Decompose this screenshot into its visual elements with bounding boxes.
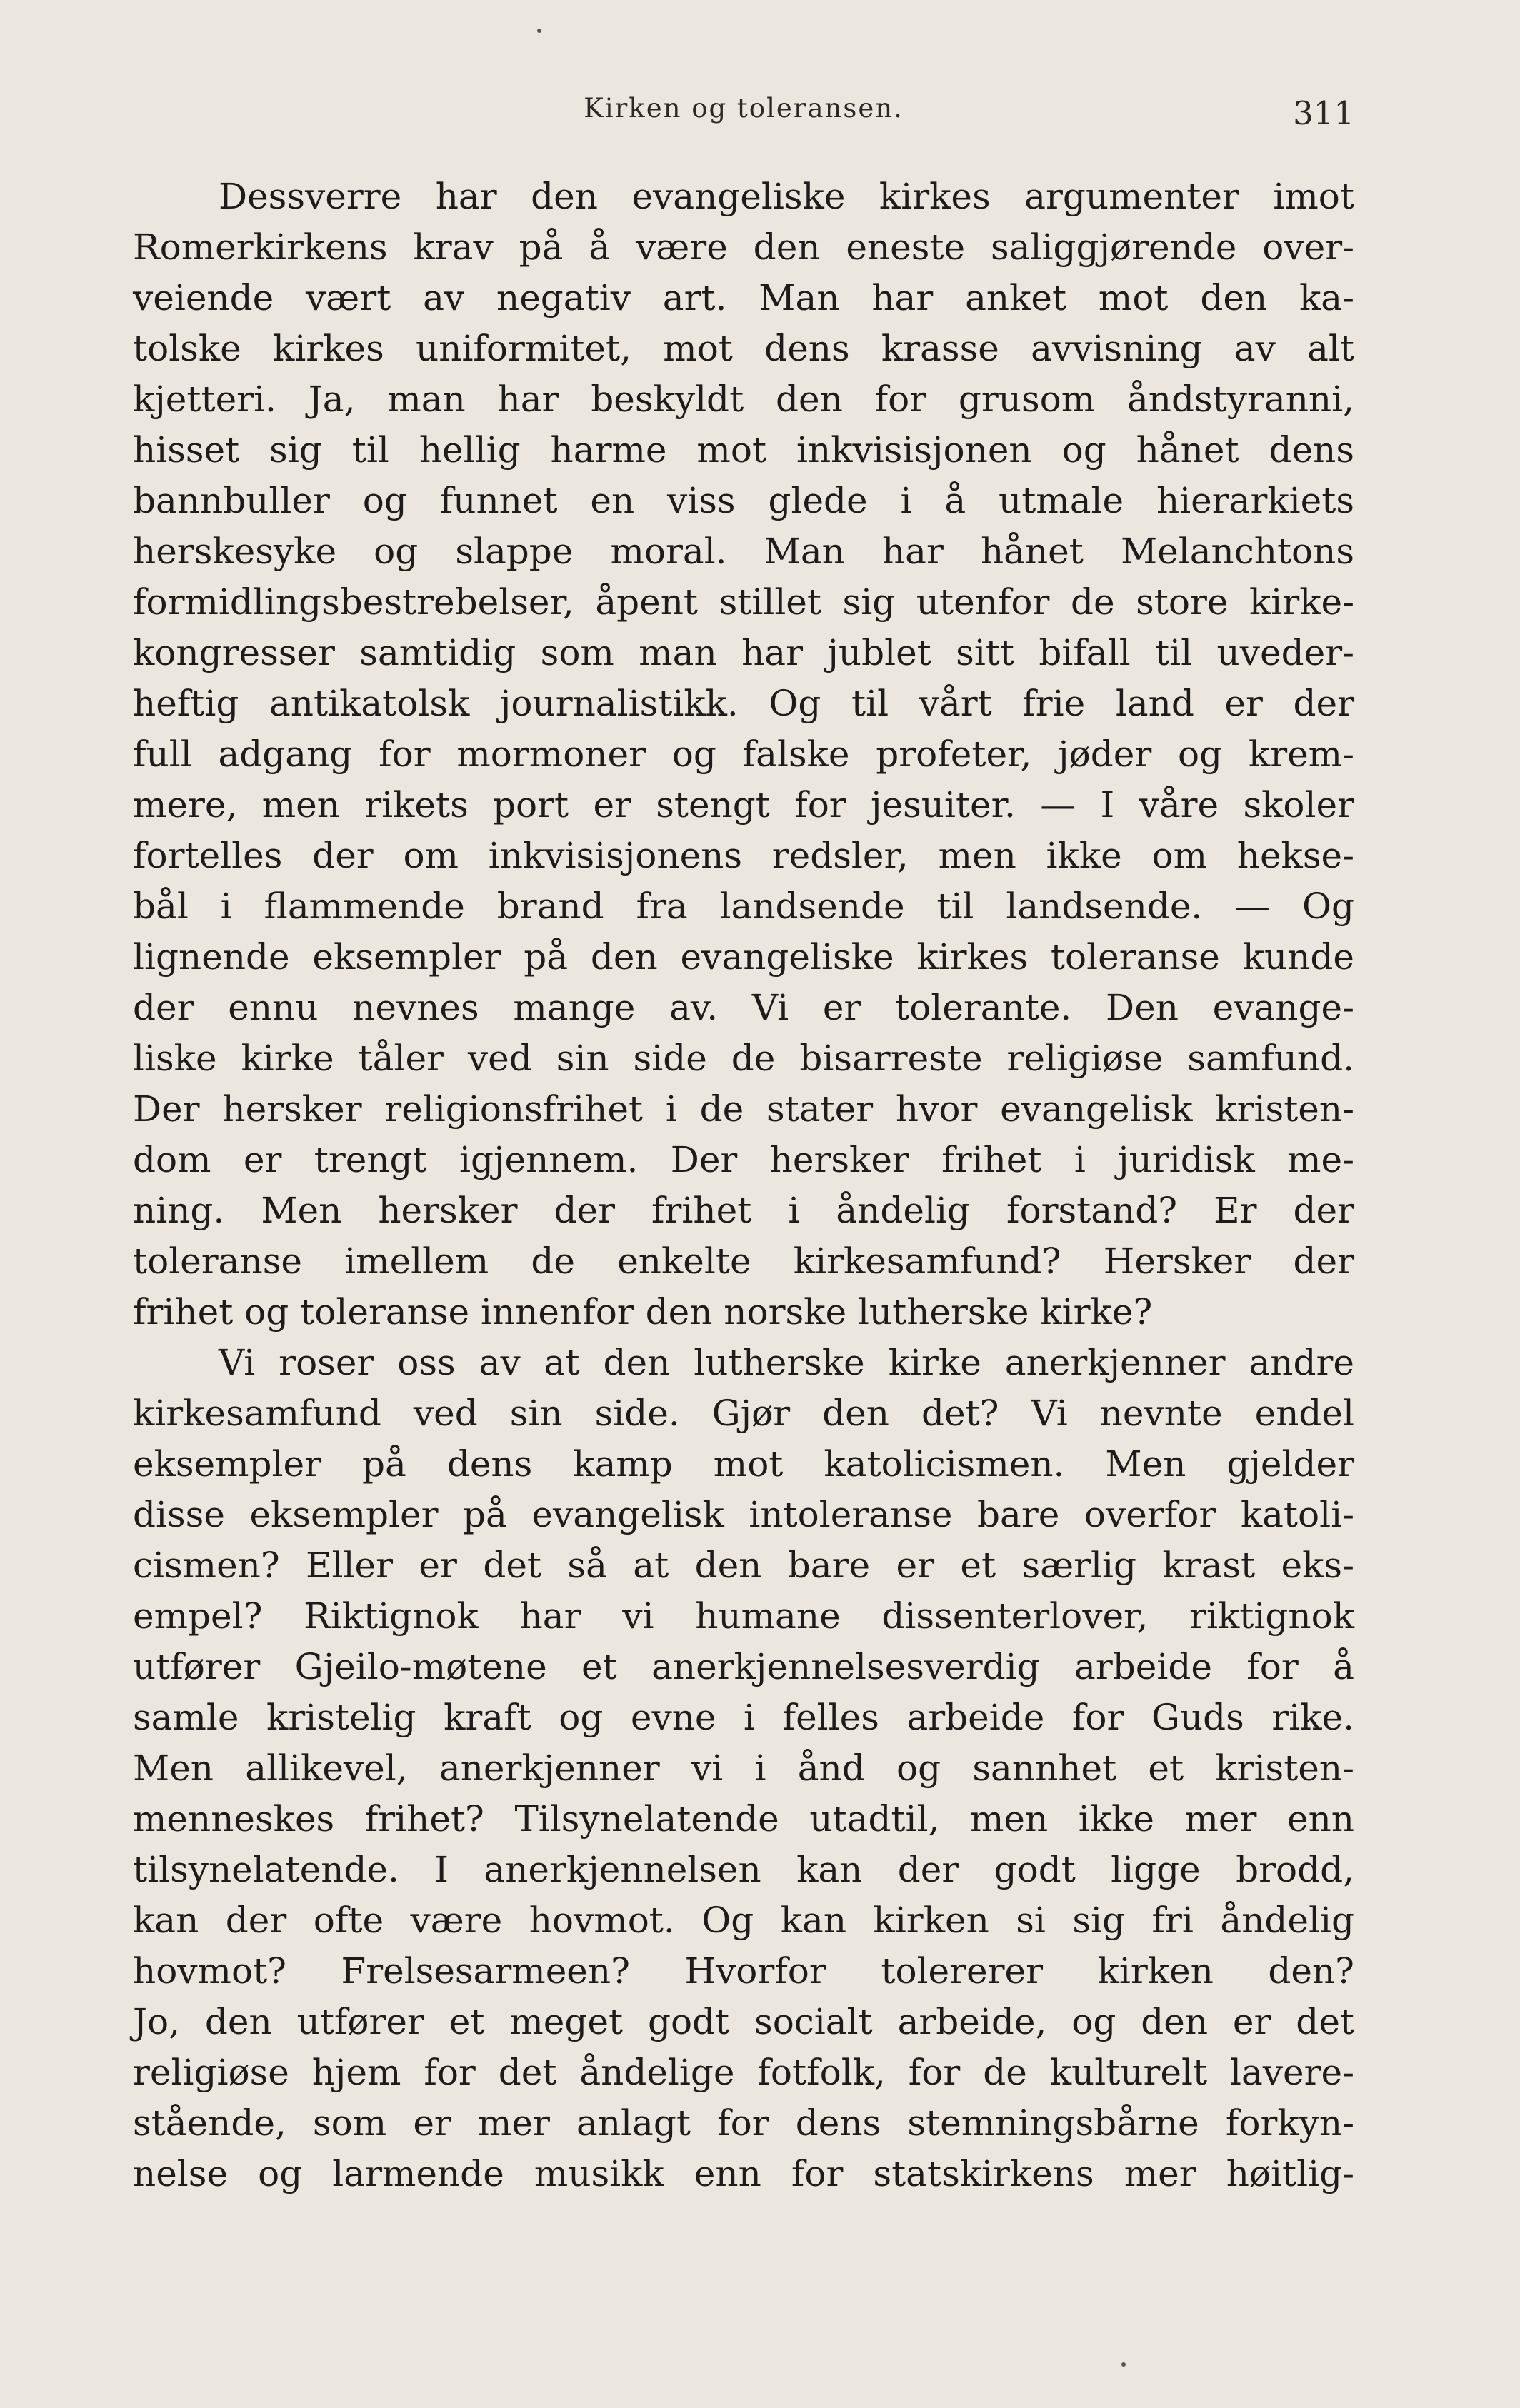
- text-line: utfører Gjeilo-møtene et anerkjennelsesverdig arbeide for å: [133, 1646, 1354, 1687]
- text-line: religiøse hjem for det åndelige fotfolk, for de kulturelt lavere-: [133, 2052, 1354, 2093]
- text-line: Dessverre har den evangeliske kirkes argumenter imot: [219, 176, 1354, 217]
- text-line: mere, men rikets port er stengt for jesuiter. — I våre skoler: [133, 784, 1354, 826]
- text-line: Vi roser oss av at den lutherske kirke anerkjenner andre: [219, 1342, 1354, 1383]
- text-line: kongresser samtidig som man har jublet sitt bifall til uveder-: [133, 632, 1354, 673]
- text-line: disse eksempler på evangelisk intoleranse bare overfor katoli-: [133, 1494, 1354, 1535]
- text-line: veiende vært av negativ art. Man har anket mot den ka-: [133, 277, 1354, 318]
- text-line: tolske kirkes uniformitet, mot dens krasse avvisning av alt: [133, 328, 1354, 369]
- text-line: der ennu nevnes mange av. Vi er tolerante. Den evange-: [133, 987, 1354, 1028]
- body-text: [133, 171, 1354, 2199]
- text-line: nelse og larmende musikk enn for statskirkens mer høitlig-: [133, 2153, 1354, 2194]
- text-line: Der hersker religionsfrihet i de stater hvor evangelisk kristen-: [133, 1088, 1354, 1130]
- text-line: full adgang for mormoner og falske profeter, jøder og krem-: [133, 733, 1354, 775]
- text-line: Romerkirkens krav på å være den eneste saliggjørende over-: [133, 226, 1354, 268]
- text-line: menneskes frihet? Tilsynelatende utadtil, men ikke mer enn: [133, 1798, 1354, 1840]
- text-line: kjetteri. Ja, man har beskyldt den for grusom åndstyranni,: [133, 378, 1354, 420]
- text-line: fortelles der om inkvisisjonens redsler, men ikke om hekse-: [133, 835, 1354, 876]
- running-title: Kirken og toleransen.: [584, 93, 904, 124]
- text-line: bål i flammende brand fra landsende til landsende. — Og: [133, 886, 1354, 927]
- text-line: tilsynelatende. I anerkjennelsen kan der godt ligge brodd,: [133, 1849, 1354, 1890]
- page-header: [133, 93, 1354, 136]
- page-number: 311: [1293, 94, 1354, 132]
- text-line: ning. Men hersker der frihet i åndelig forstand? Er der: [133, 1190, 1354, 1231]
- text-line: Men allikevel, anerkjenner vi i ånd og sannhet et kristen-: [133, 1747, 1354, 1789]
- text-line: liske kirke tåler ved sin side de bisarreste religiøse samfund.: [133, 1038, 1354, 1079]
- text-line: samle kristelig kraft og evne i felles arbeide for Guds rike.: [133, 1697, 1354, 1738]
- text-line: lignende eksempler på den evangeliske kirkes toleranse kunde: [133, 936, 1354, 978]
- text-line: stående, som er mer anlagt for dens stemningsbårne forkyn-: [133, 2102, 1354, 2144]
- text-line: cismen? Eller er det så at den bare er et særlig krast eks-: [133, 1545, 1354, 1586]
- text-line: kirkesamfund ved sin side. Gjør den det? Vi nevnte endel: [133, 1393, 1354, 1434]
- text-line: frihet og toleranse innenfor den norske lutherske kirke?: [133, 1291, 1153, 1333]
- print-speck: [1121, 2362, 1126, 2367]
- print-speck: [537, 29, 541, 33]
- text-line: dom er trengt igjennem. Der hersker frihet i juridisk me-: [133, 1139, 1354, 1180]
- text-line: bannbuller og funnet en viss glede i å utmale hierarkiets: [133, 480, 1354, 521]
- text-line: eksempler på dens kamp mot katolicismen. Men gjelder: [133, 1443, 1354, 1485]
- text-line: Jo, den utfører et meget godt socialt arbeide, og den er det: [133, 2001, 1354, 2042]
- text-line: hisset sig til hellig harme mot inkvisisjonen og hånet dens: [133, 429, 1354, 471]
- text-line: herskesyke og slappe moral. Man har hånet Melanchtons: [133, 531, 1354, 572]
- text-line: heftig antikatolsk journalistikk. Og til vårt frie land er der: [133, 683, 1354, 724]
- text-line: formidlingsbestrebelser, åpent stillet sig utenfor de store kirke-: [133, 581, 1354, 623]
- text-line: hovmot? Frelsesarmeen? Hvorfor tolererer kirken den?: [133, 1950, 1354, 1992]
- text-line: kan der ofte være hovmot. Og kan kirken si sig fri åndelig: [133, 1900, 1354, 1941]
- text-line: toleranse imellem de enkelte kirkesamfund? Hersker der: [133, 1240, 1354, 1282]
- text-line: empel? Riktignok har vi humane dissenterlover, riktignok: [133, 1595, 1354, 1637]
